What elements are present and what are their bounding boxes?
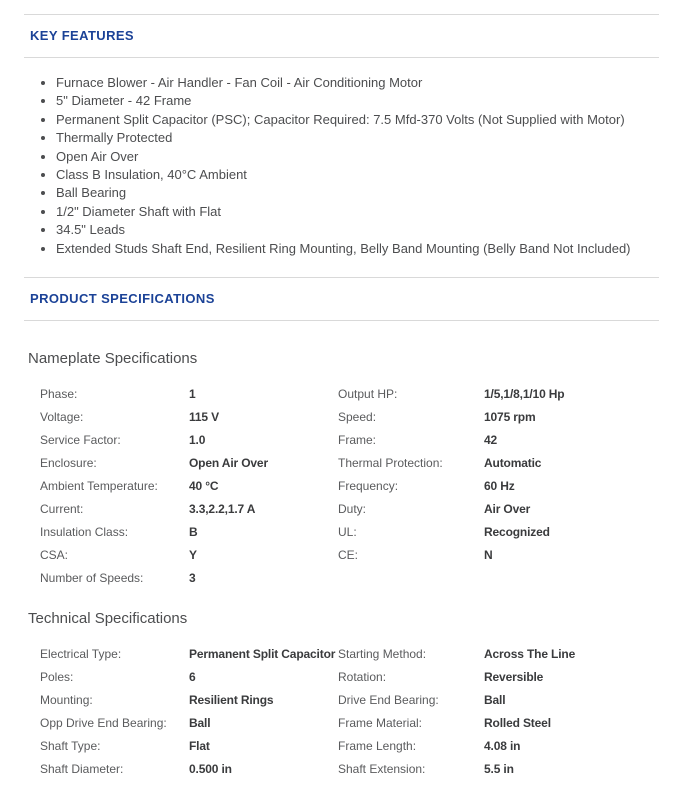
spec-label: Shaft Extension: — [338, 761, 426, 776]
table-row — [40, 566, 660, 589]
spec-value: 5.5 in — [484, 761, 514, 776]
technical-spec-table — [0, 642, 684, 780]
spec-label: Poles: — [40, 669, 74, 684]
spec-label: Thermal Protection: — [338, 455, 443, 470]
table-row — [40, 382, 660, 405]
spec-value: 60 Hz — [484, 478, 515, 493]
spec-label: Number of Speeds: — [40, 570, 144, 585]
spec-label: Output HP: — [338, 386, 398, 401]
spec-value: Flat — [189, 738, 210, 753]
spec-value: 6 — [189, 669, 196, 684]
spec-value: N — [484, 547, 493, 562]
technical-specifications-heading: Technical Specifications — [28, 610, 188, 628]
spec-value: 115 V — [189, 409, 219, 424]
spec-label: UL: — [338, 524, 357, 539]
spec-label: Voltage: — [40, 409, 84, 424]
table-row — [40, 497, 660, 520]
key-features-list — [0, 74, 684, 258]
spec-value: Across The Line — [484, 646, 576, 661]
spec-value: 3 — [189, 570, 196, 585]
table-row — [40, 428, 660, 451]
feature-item: • 5" Diameter - 42 Frame — [56, 92, 684, 110]
spec-value: 0.500 in — [189, 761, 232, 776]
spec-value: 1 — [189, 386, 196, 401]
spec-value: Resilient Rings — [189, 692, 274, 707]
spec-value: 4.08 in — [484, 738, 521, 753]
divider — [24, 57, 659, 58]
spec-value: 3.3,2.2,1.7 A — [189, 501, 256, 516]
feature-item: • Thermally Protected — [56, 129, 684, 147]
feature-item: • Open Air Over — [56, 148, 684, 166]
spec-value: Open Air Over — [189, 455, 268, 470]
spec-value: 1/5,1/8,1/10 Hp — [484, 386, 565, 401]
spec-label: Opp Drive End Bearing: — [40, 715, 167, 730]
feature-item: • 34.5" Leads — [56, 221, 684, 239]
spec-value: Ball — [189, 715, 211, 730]
spec-label: Frame: — [338, 432, 377, 447]
table-row — [40, 757, 660, 780]
table-row — [40, 711, 660, 734]
table-row — [40, 474, 660, 497]
table-row — [40, 734, 660, 757]
table-row — [40, 642, 660, 665]
spec-value: 1075 rpm — [484, 409, 536, 424]
spec-label: Shaft Diameter: — [40, 761, 124, 776]
spec-label: Drive End Bearing: — [338, 692, 439, 707]
spec-value: Reversible — [484, 669, 544, 684]
feature-item: • Class B Insulation, 40°C Ambient — [56, 166, 684, 184]
spec-label: Duty: — [338, 501, 367, 516]
spec-label: Enclosure: — [40, 455, 97, 470]
feature-item: • 1/2" Diameter Shaft with Flat — [56, 203, 684, 221]
table-row — [40, 451, 660, 474]
spec-label: Insulation Class: — [40, 524, 129, 539]
spec-value: B — [189, 524, 198, 539]
table-row — [40, 520, 660, 543]
feature-item: • Ball Bearing — [56, 184, 684, 202]
spec-label: Electrical Type: — [40, 646, 122, 661]
spec-value: Air Over — [484, 501, 531, 516]
spec-label: Speed: — [338, 409, 377, 424]
spec-value: Automatic — [484, 455, 542, 470]
table-row — [40, 665, 660, 688]
spec-label: Frequency: — [338, 478, 399, 493]
spec-label: CSA: — [40, 547, 69, 562]
feature-item: • Furnace Blower - Air Handler - Fan Coil - Air Conditioning Motor — [56, 74, 684, 92]
table-row — [40, 405, 660, 428]
spec-label: Rotation: — [338, 669, 387, 684]
key-features-heading: KEY FEATURES — [30, 28, 135, 43]
spec-value: Recognized — [484, 524, 550, 539]
nameplate-specifications-heading: Nameplate Specifications — [28, 350, 198, 368]
spec-value: Permanent Split Capacitor — [189, 646, 336, 661]
spec-label: Service Factor: — [40, 432, 121, 447]
table-row — [40, 688, 660, 711]
spec-value: 42 — [484, 432, 498, 447]
spec-value: Y — [189, 547, 197, 562]
feature-item: • Permanent Split Capacitor (PSC); Capacitor Required: 7.5 Mfd-370 Volts (Not Supplied with Motor) — [56, 111, 684, 129]
spec-value: 1.0 — [189, 432, 206, 447]
spec-label: Shaft Type: — [40, 738, 101, 753]
feature-item: • Extended Studs Shaft End, Resilient Ring Mounting, Belly Band Mounting (Belly Band Not Included) — [56, 240, 684, 258]
spec-label: Ambient Temperature: — [40, 478, 158, 493]
spec-label: Phase: — [40, 386, 78, 401]
table-row — [40, 543, 660, 566]
spec-value: Rolled Steel — [484, 715, 551, 730]
spec-label: CE: — [338, 547, 359, 562]
nameplate-spec-table — [0, 382, 684, 589]
spec-value: Ball — [484, 692, 506, 707]
spec-label: Frame Length: — [338, 738, 417, 753]
spec-label: Frame Material: — [338, 715, 423, 730]
product-specifications-heading: PRODUCT SPECIFICATIONS — [30, 291, 215, 307]
spec-label: Current: — [40, 501, 84, 516]
spec-value: 40 °C — [189, 478, 219, 493]
spec-label: Mounting: — [40, 692, 93, 707]
spec-label: Starting Method: — [338, 646, 427, 661]
